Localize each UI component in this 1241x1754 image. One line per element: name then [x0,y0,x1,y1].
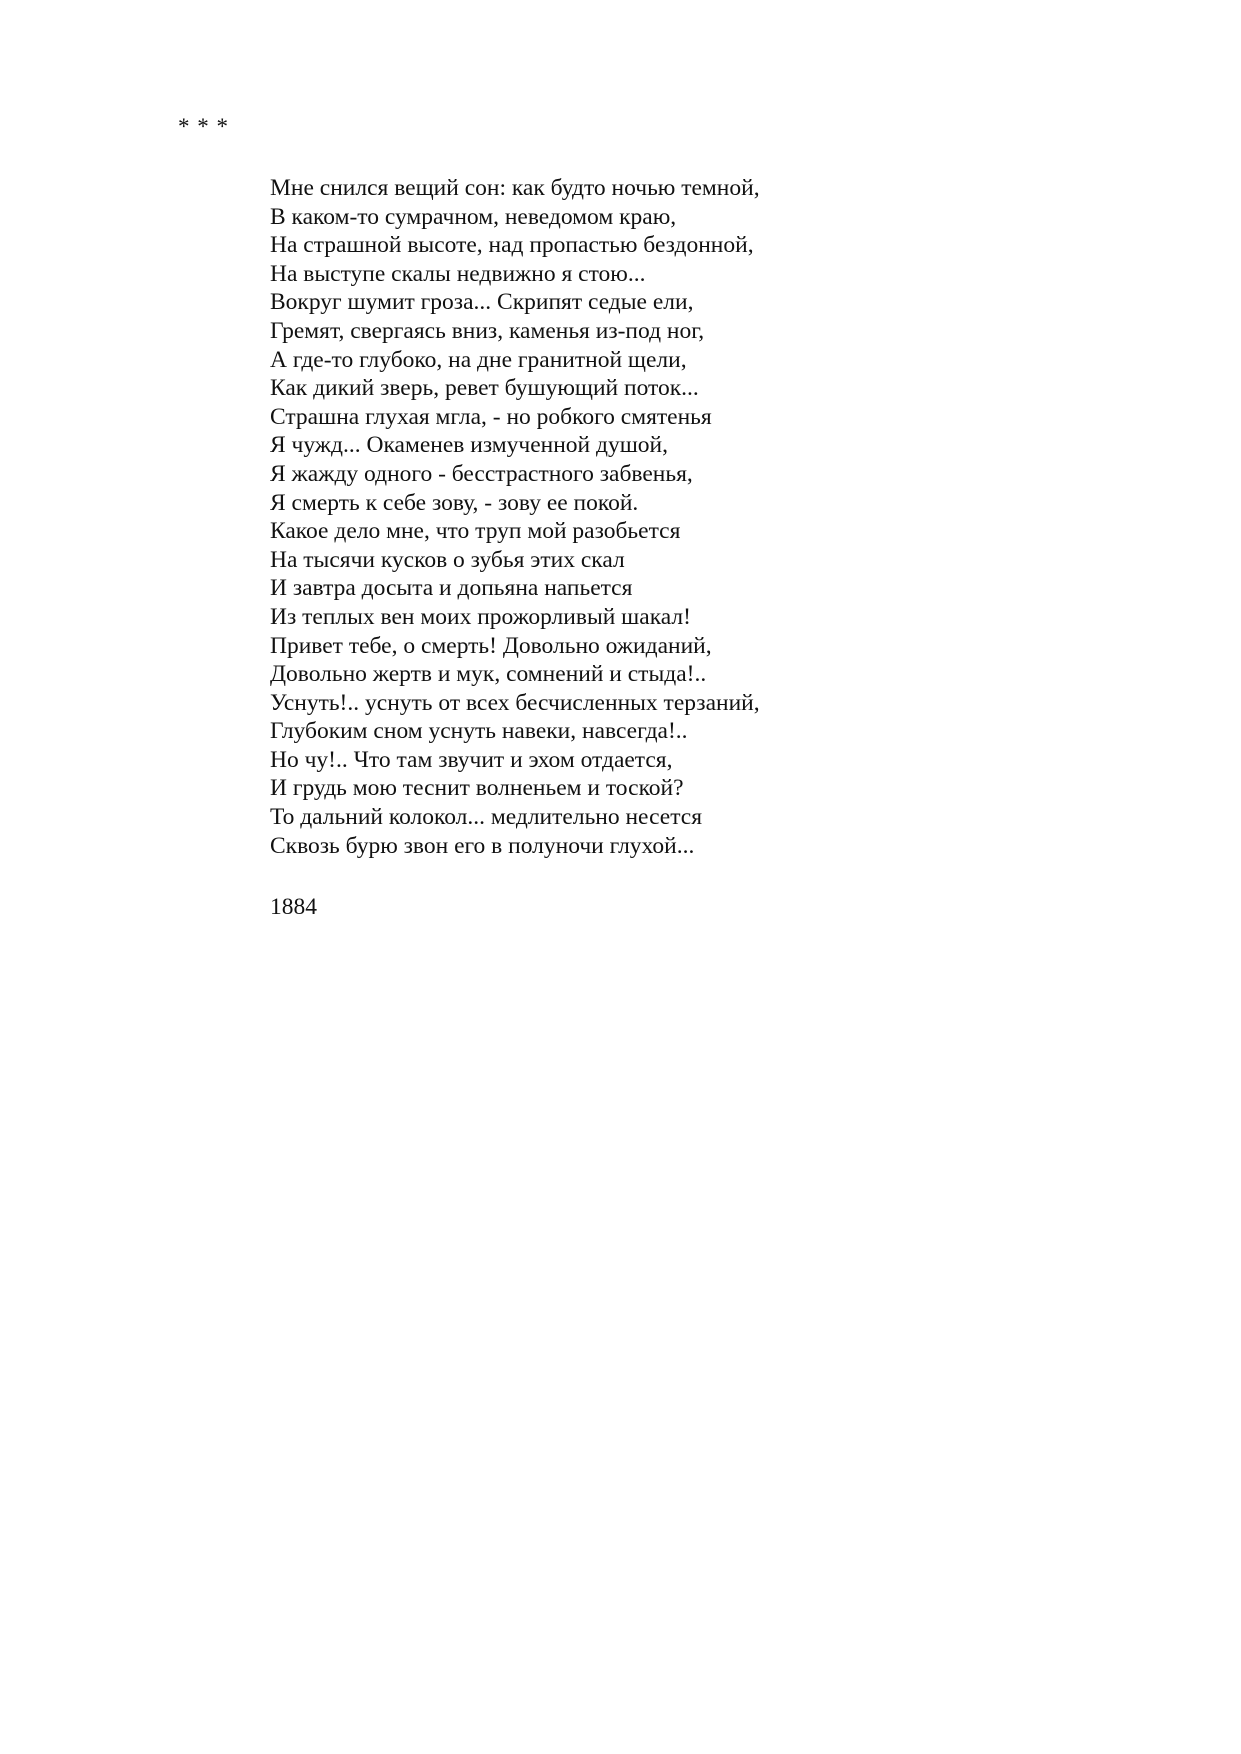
section-separator: * * * [178,114,229,139]
poem-line: Но чу!.. Что там звучит и эхом отдается, [270,746,673,773]
poem-line: Из теплых вен моих прожорливый шакал! [270,603,691,630]
poem-line: Уснуть!.. уснуть от всех бесчисленных терзаний, [270,689,760,716]
poem-line: Я жажду одного - бесстрастного забвенья, [270,460,693,487]
poem-line: И грудь мою теснит волненьем и тоской? [270,775,684,802]
poem-year: 1884 [270,894,317,920]
poem-line: В каком-то сумрачном, неведомом краю, [270,203,677,230]
poem-line: Глубоким сном уснуть навеки, навсегда!.. [270,718,688,745]
poem-line: Сквозь бурю звон его в полуночи глухой... [270,832,695,859]
poem-line: Как дикий зверь, ревет бушующий поток... [270,375,699,402]
poem-line: И завтра досыта и допьяна напьется [270,575,633,602]
poem-line: Гремят, свергаясь вниз, каменья из-под ног, [270,317,705,344]
poem-line: Вокруг шумит гроза... Скрипят седые ели, [270,289,694,316]
poem-line: Страшна глухая мгла, - но робкого смятенья [270,403,712,430]
poem-line: На выступе скалы недвижно я стою... [270,260,646,287]
poem-line: Я смерть к себе зову, - зову ее покой. [270,489,639,516]
poem-line: Я чужд... Окаменев измученной душой, [270,432,668,459]
poem-line: На тысячи кусков о зубья этих скал [270,546,625,573]
poem-line: Мне снился вещий сон: как будто ночью темной, [270,175,760,201]
poem-line: То дальний колокол... медлительно несется [270,804,703,831]
poem-body [270,174,760,860]
poem-line: Какое дело мне, что труп мой разобьется [270,518,681,545]
poem-line: На страшной высоте, над пропастью бездонной, [270,232,754,259]
poem-line: Привет тебе, о смерть! Довольно ожиданий, [270,632,712,659]
poem-line: А где-то глубоко, на дне гранитной щели, [270,346,687,373]
poem-line: Довольно жертв и мук, сомнений и стыда!.. [270,661,707,688]
